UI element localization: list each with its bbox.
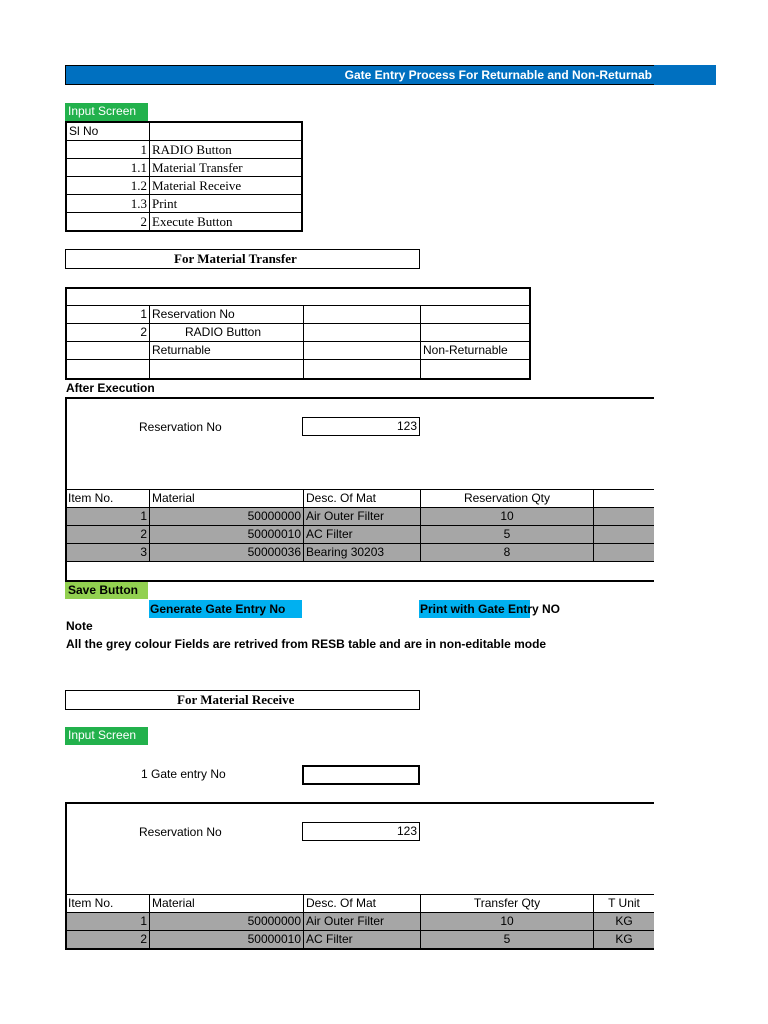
header-banner <box>65 65 716 85</box>
option-no: 2 <box>67 324 150 342</box>
transfer-section-title: For Material Transfer <box>65 249 420 269</box>
desc-cell: Bearing 30203 <box>304 544 421 562</box>
col-header: Desc. Of Mat <box>304 489 421 508</box>
desc-cell: Air Outer Filter <box>304 508 421 526</box>
sl-row-no: 2 <box>67 213 150 230</box>
desc-cell: Air Outer Filter <box>304 913 421 931</box>
option-reservation-no[interactable]: Reservation No <box>150 306 304 324</box>
option-radio-button[interactable]: RADIO Button <box>150 324 304 342</box>
receive-input-screen-label: Input Screen <box>65 727 148 745</box>
col-header: Reservation Qty <box>421 489 594 508</box>
input-screen-label: Input Screen <box>65 103 148 121</box>
col-header: Material <box>150 894 304 913</box>
qty-cell: 10 <box>421 508 594 526</box>
receive-reservation-field[interactable]: 123 <box>302 822 420 841</box>
sl-table <box>65 121 303 232</box>
col-header: T Unit <box>594 894 654 913</box>
qty-cell: 10 <box>421 913 594 931</box>
reservation-no-field[interactable]: 123 <box>302 417 420 436</box>
receive-result-panel <box>65 802 654 950</box>
material-cell: 50000010 <box>150 526 304 544</box>
generate-gate-entry-button[interactable]: Generate Gate Entry No <box>149 600 302 618</box>
page-title: Gate Entry Process For Returnable and Non-Returnab <box>344 68 652 82</box>
item-no-cell: 1 <box>67 508 150 526</box>
material-cell: 50000036 <box>150 544 304 562</box>
note-label: Note <box>66 619 93 633</box>
returnable-radio[interactable]: Returnable <box>150 342 304 360</box>
print-gate-entry-button[interactable]: Print with Gate Entry NO <box>420 602 561 616</box>
material-cell: 50000010 <box>150 931 304 948</box>
qty-cell: 5 <box>421 931 594 948</box>
col-header: Item No. <box>65 894 150 913</box>
sl-row-label: Print <box>150 195 301 213</box>
desc-cell: AC Filter <box>304 931 421 948</box>
gate-entry-label: 1 Gate entry No <box>141 767 226 781</box>
sl-row-label: RADIO Button <box>150 141 301 159</box>
receive-reservation-label: Reservation No <box>139 825 222 839</box>
sl-row-label: Material Transfer <box>150 159 301 177</box>
qty-cell: 8 <box>421 544 594 562</box>
col-header: Item No. <box>65 489 150 508</box>
transfer-options-table <box>65 287 531 380</box>
item-no-cell: 1 <box>67 913 150 931</box>
item-no-cell: 2 <box>67 931 150 948</box>
sl-header: Sl No <box>67 123 150 141</box>
reservation-no-label: Reservation No <box>139 420 222 434</box>
transfer-result-panel <box>65 397 654 582</box>
sl-row-no: 1.3 <box>67 195 150 213</box>
col-header: Transfer Qty <box>421 894 594 913</box>
unit-cell: KG <box>594 913 654 931</box>
sl-row-label: Execute Button <box>152 214 233 229</box>
gate-entry-field[interactable] <box>302 765 420 785</box>
save-button[interactable]: Save Button <box>65 582 148 599</box>
sl-row-label: Material Receive <box>150 177 301 195</box>
col-header: Material <box>150 489 304 508</box>
receive-section-title: For Material Receive <box>65 690 420 710</box>
qty-cell: 5 <box>421 526 594 544</box>
sl-row-no: 1.1 <box>67 159 150 177</box>
after-execution-label: After Execution <box>66 381 155 395</box>
item-no-cell: 3 <box>67 544 150 562</box>
note-text: All the grey colour Fields are retrived from RESB table and are in non-editable mode <box>66 637 547 651</box>
sl-row-no: 1 <box>67 141 150 159</box>
item-no-cell: 2 <box>67 526 150 544</box>
col-header: Desc. Of Mat <box>304 894 421 913</box>
non-returnable-radio[interactable]: Non-Returnable <box>421 342 529 360</box>
material-cell: 50000000 <box>150 913 304 931</box>
material-cell: 50000000 <box>150 508 304 526</box>
unit-cell: KG <box>594 931 654 948</box>
desc-cell: AC Filter <box>304 526 421 544</box>
sl-row-no: 1.2 <box>67 177 150 195</box>
option-no: 1 <box>67 306 150 324</box>
